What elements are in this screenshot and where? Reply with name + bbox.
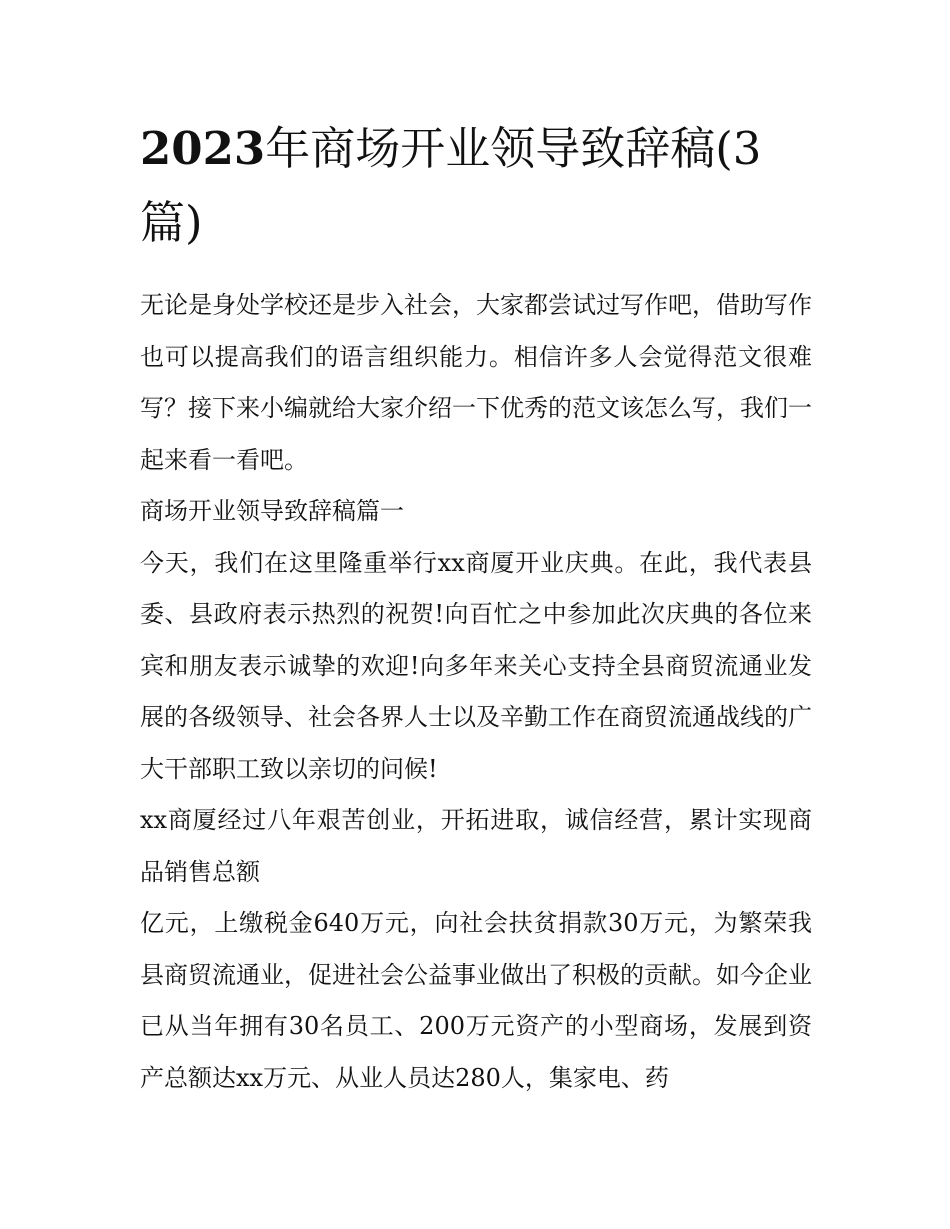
body-paragraph-2: xx商厦经过八年艰苦创业，开拓进取，诚信经营，累计实现商品销售总额 <box>140 806 812 886</box>
section-heading: 商场开业领导致辞稿篇一 <box>140 497 404 525</box>
body-paragraph-3: 亿元，上缴税金640万元，向社会扶贫捐款30万元，为繁荣我县商贸流通业，促进社会公益事业做出了积极的贡献。如今企业已从当年拥有30名员工、200万元资产的小型商场，发展到资产总额达xx万元、从业人员达280人，集家电、药 <box>140 909 812 1092</box>
title-year: 2023 <box>140 122 266 175</box>
document-title <box>140 112 812 260</box>
title-text: 年商场开业领导致辞稿(3篇) <box>140 122 762 249</box>
body-paragraph-1: 今天，我们在这里隆重举行xx商厦开业庆典。在此，我代表县委、县政府表示热烈的祝贺!向百忙之中参加此次庆典的各位来宾和朋友表示诚挚的欢迎!向多年来关心支持全县商贸流通业发展的各级领导、社会各界人士以及辛勤工作在商贸流通战线的广大干部职工致以亲切的问候! <box>140 548 812 783</box>
document-page <box>140 112 812 1104</box>
intro-paragraph: 无论是身处学校还是步入社会，大家都尝试过写作吧，借助写作也可以提高我们的语言组织能力。相信许多人会觉得范文很难写？接下来小编就给大家介绍一下优秀的范文该怎么写，我们一起来看一看吧。 <box>140 291 812 474</box>
